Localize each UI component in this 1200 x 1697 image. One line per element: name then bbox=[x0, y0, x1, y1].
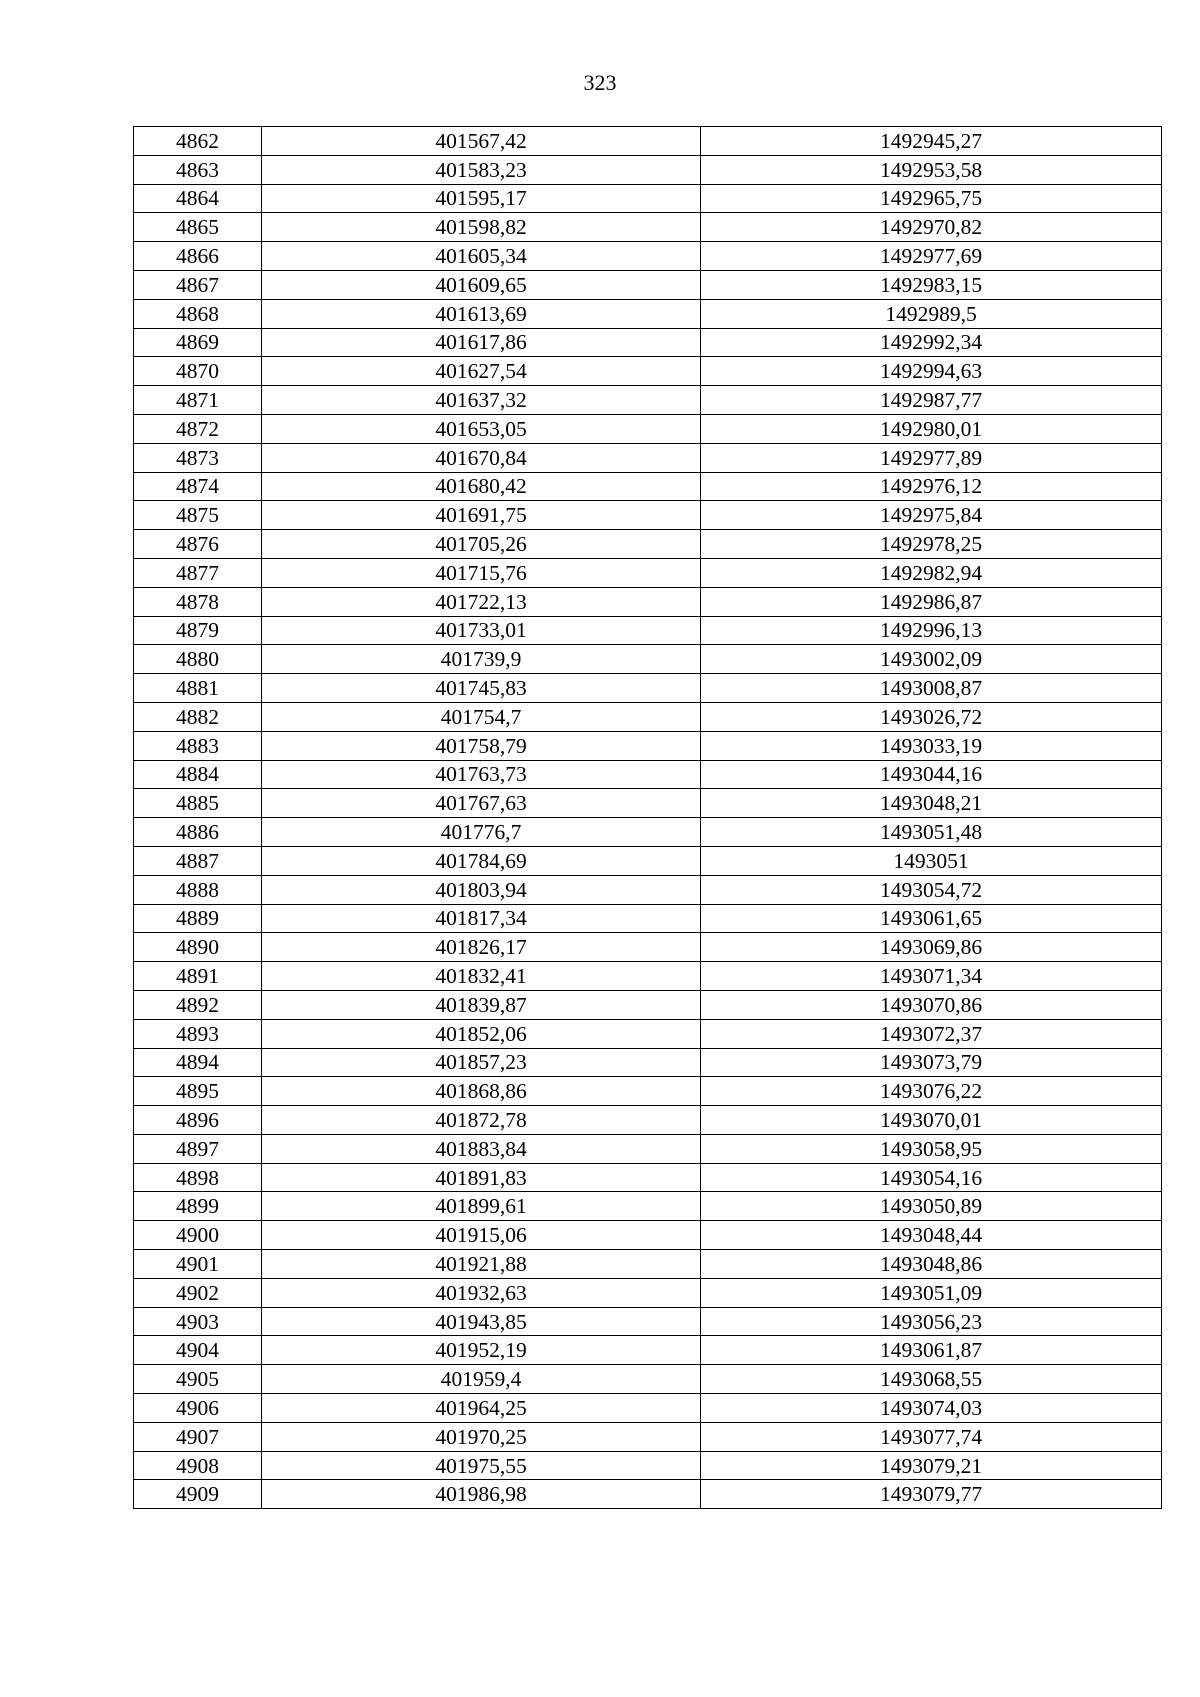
point-number-cell: 4867 bbox=[134, 270, 262, 299]
table-row bbox=[134, 386, 1162, 415]
table-row bbox=[134, 1192, 1162, 1221]
table-row bbox=[134, 184, 1162, 213]
point-number-cell: 4872 bbox=[134, 414, 262, 443]
point-number-cell: 4879 bbox=[134, 616, 262, 645]
x-coordinate-cell: 401970,25 bbox=[262, 1422, 701, 1451]
y-coordinate-cell: 1493061,87 bbox=[701, 1336, 1162, 1365]
point-number-cell: 4905 bbox=[134, 1365, 262, 1394]
x-coordinate-cell: 401627,54 bbox=[262, 357, 701, 386]
y-coordinate-cell: 1492978,25 bbox=[701, 530, 1162, 559]
table-row bbox=[134, 1106, 1162, 1135]
y-coordinate-cell: 1492965,75 bbox=[701, 184, 1162, 213]
table-row bbox=[134, 587, 1162, 616]
point-number-cell: 4877 bbox=[134, 558, 262, 587]
table-row bbox=[134, 674, 1162, 703]
x-coordinate-cell: 401739,9 bbox=[262, 645, 701, 674]
table-row bbox=[134, 789, 1162, 818]
y-coordinate-cell: 1493048,44 bbox=[701, 1221, 1162, 1250]
x-coordinate-cell: 401986,98 bbox=[262, 1480, 701, 1509]
point-number-cell: 4876 bbox=[134, 530, 262, 559]
table-row bbox=[134, 1250, 1162, 1279]
point-number-cell: 4883 bbox=[134, 731, 262, 760]
point-number-cell: 4892 bbox=[134, 990, 262, 1019]
table-row bbox=[134, 328, 1162, 357]
point-number-cell: 4887 bbox=[134, 846, 262, 875]
table-row bbox=[134, 1221, 1162, 1250]
table-row bbox=[134, 357, 1162, 386]
y-coordinate-cell: 1492980,01 bbox=[701, 414, 1162, 443]
x-coordinate-cell: 401598,82 bbox=[262, 213, 701, 242]
table-row bbox=[134, 1048, 1162, 1077]
y-coordinate-cell: 1492945,27 bbox=[701, 127, 1162, 156]
y-coordinate-cell: 1492977,69 bbox=[701, 242, 1162, 271]
y-coordinate-cell: 1493026,72 bbox=[701, 702, 1162, 731]
y-coordinate-cell: 1493054,16 bbox=[701, 1163, 1162, 1192]
y-coordinate-cell: 1493061,65 bbox=[701, 904, 1162, 933]
point-number-cell: 4882 bbox=[134, 702, 262, 731]
y-coordinate-cell: 1492996,13 bbox=[701, 616, 1162, 645]
y-coordinate-cell: 1493008,87 bbox=[701, 674, 1162, 703]
point-number-cell: 4888 bbox=[134, 875, 262, 904]
point-number-cell: 4875 bbox=[134, 501, 262, 530]
y-coordinate-cell: 1493069,86 bbox=[701, 933, 1162, 962]
y-coordinate-cell: 1493079,77 bbox=[701, 1480, 1162, 1509]
table-row bbox=[134, 472, 1162, 501]
x-coordinate-cell: 401763,73 bbox=[262, 760, 701, 789]
table-row bbox=[134, 616, 1162, 645]
x-coordinate-cell: 401891,83 bbox=[262, 1163, 701, 1192]
table-row bbox=[134, 443, 1162, 472]
point-number-cell: 4894 bbox=[134, 1048, 262, 1077]
y-coordinate-cell: 1493074,03 bbox=[701, 1394, 1162, 1423]
x-coordinate-cell: 401583,23 bbox=[262, 155, 701, 184]
x-coordinate-cell: 401852,06 bbox=[262, 1019, 701, 1048]
y-coordinate-cell: 1492977,89 bbox=[701, 443, 1162, 472]
point-number-cell: 4873 bbox=[134, 443, 262, 472]
table-row bbox=[134, 731, 1162, 760]
x-coordinate-cell: 401595,17 bbox=[262, 184, 701, 213]
y-coordinate-cell: 1493002,09 bbox=[701, 645, 1162, 674]
x-coordinate-cell: 401921,88 bbox=[262, 1250, 701, 1279]
table-row bbox=[134, 645, 1162, 674]
table-row bbox=[134, 990, 1162, 1019]
y-coordinate-cell: 1492987,77 bbox=[701, 386, 1162, 415]
point-number-cell: 4908 bbox=[134, 1451, 262, 1480]
point-number-cell: 4897 bbox=[134, 1134, 262, 1163]
point-number-cell: 4871 bbox=[134, 386, 262, 415]
x-coordinate-cell: 401784,69 bbox=[262, 846, 701, 875]
y-coordinate-cell: 1493072,37 bbox=[701, 1019, 1162, 1048]
y-coordinate-cell: 1492989,5 bbox=[701, 299, 1162, 328]
x-coordinate-cell: 401733,01 bbox=[262, 616, 701, 645]
x-coordinate-cell: 401613,69 bbox=[262, 299, 701, 328]
y-coordinate-cell: 1493079,21 bbox=[701, 1451, 1162, 1480]
table-row bbox=[134, 299, 1162, 328]
point-number-cell: 4885 bbox=[134, 789, 262, 818]
y-coordinate-cell: 1492953,58 bbox=[701, 155, 1162, 184]
y-coordinate-cell: 1493068,55 bbox=[701, 1365, 1162, 1394]
x-coordinate-cell: 401745,83 bbox=[262, 674, 701, 703]
y-coordinate-cell: 1493073,79 bbox=[701, 1048, 1162, 1077]
table-row bbox=[134, 818, 1162, 847]
x-coordinate-cell: 401605,34 bbox=[262, 242, 701, 271]
table-row bbox=[134, 558, 1162, 587]
point-number-cell: 4862 bbox=[134, 127, 262, 156]
y-coordinate-cell: 1493044,16 bbox=[701, 760, 1162, 789]
table-row bbox=[134, 155, 1162, 184]
x-coordinate-cell: 401567,42 bbox=[262, 127, 701, 156]
y-coordinate-cell: 1492994,63 bbox=[701, 357, 1162, 386]
table-row bbox=[134, 1077, 1162, 1106]
x-coordinate-cell: 401883,84 bbox=[262, 1134, 701, 1163]
table-row bbox=[134, 1394, 1162, 1423]
x-coordinate-cell: 401715,76 bbox=[262, 558, 701, 587]
x-coordinate-cell: 401832,41 bbox=[262, 962, 701, 991]
point-number-cell: 4869 bbox=[134, 328, 262, 357]
table-row bbox=[134, 414, 1162, 443]
table-row bbox=[134, 760, 1162, 789]
table-row bbox=[134, 1278, 1162, 1307]
x-coordinate-cell: 401637,32 bbox=[262, 386, 701, 415]
x-coordinate-cell: 401964,25 bbox=[262, 1394, 701, 1423]
point-number-cell: 4904 bbox=[134, 1336, 262, 1365]
table-row bbox=[134, 1480, 1162, 1509]
point-number-cell: 4909 bbox=[134, 1480, 262, 1509]
point-number-cell: 4901 bbox=[134, 1250, 262, 1279]
table-row bbox=[134, 1336, 1162, 1365]
x-coordinate-cell: 401826,17 bbox=[262, 933, 701, 962]
x-coordinate-cell: 401758,79 bbox=[262, 731, 701, 760]
x-coordinate-cell: 401653,05 bbox=[262, 414, 701, 443]
x-coordinate-cell: 401839,87 bbox=[262, 990, 701, 1019]
y-coordinate-cell: 1493048,86 bbox=[701, 1250, 1162, 1279]
x-coordinate-cell: 401609,65 bbox=[262, 270, 701, 299]
x-coordinate-cell: 401899,61 bbox=[262, 1192, 701, 1221]
x-coordinate-cell: 401670,84 bbox=[262, 443, 701, 472]
y-coordinate-cell: 1493056,23 bbox=[701, 1307, 1162, 1336]
y-coordinate-cell: 1493076,22 bbox=[701, 1077, 1162, 1106]
point-number-cell: 4893 bbox=[134, 1019, 262, 1048]
y-coordinate-cell: 1493058,95 bbox=[701, 1134, 1162, 1163]
x-coordinate-cell: 401932,63 bbox=[262, 1278, 701, 1307]
y-coordinate-cell: 1492983,15 bbox=[701, 270, 1162, 299]
table-row bbox=[134, 702, 1162, 731]
y-coordinate-cell: 1493033,19 bbox=[701, 731, 1162, 760]
point-number-cell: 4864 bbox=[134, 184, 262, 213]
point-number-cell: 4896 bbox=[134, 1106, 262, 1135]
point-number-cell: 4868 bbox=[134, 299, 262, 328]
point-number-cell: 4898 bbox=[134, 1163, 262, 1192]
point-number-cell: 4899 bbox=[134, 1192, 262, 1221]
table-row bbox=[134, 242, 1162, 271]
point-number-cell: 4895 bbox=[134, 1077, 262, 1106]
y-coordinate-cell: 1492992,34 bbox=[701, 328, 1162, 357]
y-coordinate-cell: 1492986,87 bbox=[701, 587, 1162, 616]
y-coordinate-cell: 1492976,12 bbox=[701, 472, 1162, 501]
x-coordinate-cell: 401776,7 bbox=[262, 818, 701, 847]
point-number-cell: 4891 bbox=[134, 962, 262, 991]
x-coordinate-cell: 401872,78 bbox=[262, 1106, 701, 1135]
table-row bbox=[134, 1451, 1162, 1480]
y-coordinate-cell: 1493048,21 bbox=[701, 789, 1162, 818]
y-coordinate-cell: 1493070,01 bbox=[701, 1106, 1162, 1135]
table-row bbox=[134, 846, 1162, 875]
point-number-cell: 4900 bbox=[134, 1221, 262, 1250]
y-coordinate-cell: 1493051,48 bbox=[701, 818, 1162, 847]
y-coordinate-cell: 1493051,09 bbox=[701, 1278, 1162, 1307]
point-number-cell: 4884 bbox=[134, 760, 262, 789]
point-number-cell: 4902 bbox=[134, 1278, 262, 1307]
point-number-cell: 4866 bbox=[134, 242, 262, 271]
table-row bbox=[134, 1307, 1162, 1336]
x-coordinate-cell: 401975,55 bbox=[262, 1451, 701, 1480]
table-row bbox=[134, 501, 1162, 530]
table-row bbox=[134, 213, 1162, 242]
point-number-cell: 4881 bbox=[134, 674, 262, 703]
y-coordinate-cell: 1493051 bbox=[701, 846, 1162, 875]
x-coordinate-cell: 401868,86 bbox=[262, 1077, 701, 1106]
table-row bbox=[134, 1134, 1162, 1163]
table-row bbox=[134, 530, 1162, 559]
y-coordinate-cell: 1492982,94 bbox=[701, 558, 1162, 587]
x-coordinate-cell: 401943,85 bbox=[262, 1307, 701, 1336]
y-coordinate-cell: 1493077,74 bbox=[701, 1422, 1162, 1451]
point-number-cell: 4874 bbox=[134, 472, 262, 501]
x-coordinate-cell: 401754,7 bbox=[262, 702, 701, 731]
x-coordinate-cell: 401915,06 bbox=[262, 1221, 701, 1250]
x-coordinate-cell: 401817,34 bbox=[262, 904, 701, 933]
point-number-cell: 4870 bbox=[134, 357, 262, 386]
x-coordinate-cell: 401803,94 bbox=[262, 875, 701, 904]
table-row bbox=[134, 1422, 1162, 1451]
y-coordinate-cell: 1492970,82 bbox=[701, 213, 1162, 242]
point-number-cell: 4863 bbox=[134, 155, 262, 184]
x-coordinate-cell: 401767,63 bbox=[262, 789, 701, 818]
coordinates-table-body bbox=[134, 127, 1162, 1509]
point-number-cell: 4906 bbox=[134, 1394, 262, 1423]
x-coordinate-cell: 401680,42 bbox=[262, 472, 701, 501]
table-row bbox=[134, 270, 1162, 299]
table-row bbox=[134, 962, 1162, 991]
x-coordinate-cell: 401959,4 bbox=[262, 1365, 701, 1394]
point-number-cell: 4889 bbox=[134, 904, 262, 933]
coordinates-table bbox=[133, 126, 1162, 1509]
table-row bbox=[134, 1365, 1162, 1394]
table-row bbox=[134, 904, 1162, 933]
page-number: 323 bbox=[583, 70, 617, 95]
y-coordinate-cell: 1492975,84 bbox=[701, 501, 1162, 530]
table-row bbox=[134, 1163, 1162, 1192]
table-row bbox=[134, 1019, 1162, 1048]
y-coordinate-cell: 1493054,72 bbox=[701, 875, 1162, 904]
x-coordinate-cell: 401952,19 bbox=[262, 1336, 701, 1365]
point-number-cell: 4886 bbox=[134, 818, 262, 847]
table-row bbox=[134, 875, 1162, 904]
x-coordinate-cell: 401617,86 bbox=[262, 328, 701, 357]
x-coordinate-cell: 401691,75 bbox=[262, 501, 701, 530]
x-coordinate-cell: 401722,13 bbox=[262, 587, 701, 616]
y-coordinate-cell: 1493050,89 bbox=[701, 1192, 1162, 1221]
point-number-cell: 4890 bbox=[134, 933, 262, 962]
table-row bbox=[134, 127, 1162, 156]
point-number-cell: 4865 bbox=[134, 213, 262, 242]
x-coordinate-cell: 401705,26 bbox=[262, 530, 701, 559]
y-coordinate-cell: 1493070,86 bbox=[701, 990, 1162, 1019]
x-coordinate-cell: 401857,23 bbox=[262, 1048, 701, 1077]
point-number-cell: 4903 bbox=[134, 1307, 262, 1336]
point-number-cell: 4878 bbox=[134, 587, 262, 616]
y-coordinate-cell: 1493071,34 bbox=[701, 962, 1162, 991]
point-number-cell: 4880 bbox=[134, 645, 262, 674]
table-row bbox=[134, 933, 1162, 962]
point-number-cell: 4907 bbox=[134, 1422, 262, 1451]
